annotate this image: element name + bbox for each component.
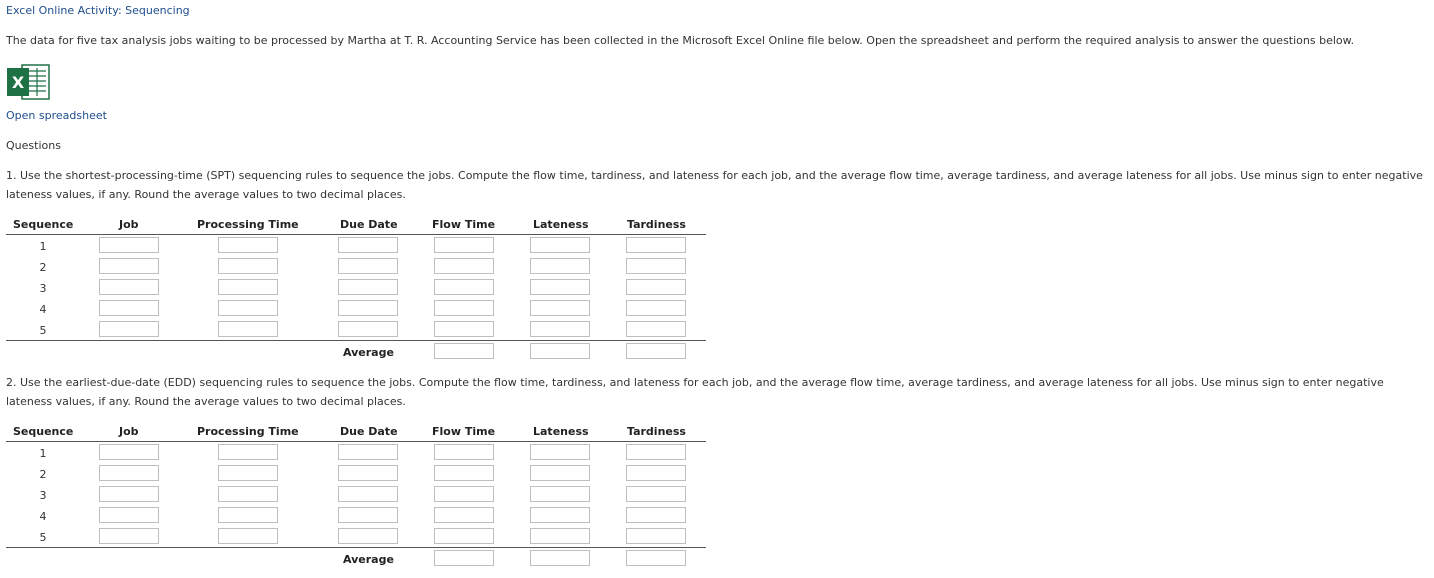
col-header-tardiness: Tardiness — [627, 218, 686, 231]
col-header-flow-time: Flow Time — [432, 425, 496, 438]
processing-time-input[interactable] — [218, 486, 278, 502]
processing-time-input[interactable] — [218, 321, 278, 337]
questions-heading: Questions — [6, 139, 61, 152]
tardiness-input[interactable] — [626, 444, 686, 460]
flow-time-input[interactable] — [434, 507, 494, 523]
question2-text: 2. Use the earliest-due-date (EDD) sequencing rules to sequence the jobs. Compute the flow time, tardiness, and lateness for each job, and the average flow time, average tardiness, and average lateness for all jobs. Use minus sign to enter negative lateness values, if any. Round the average values to two decimal places. — [6, 376, 1384, 408]
intro-text: The data for five tax analysis jobs waiting to be processed by Martha at T. R. Accounting Service has been collected in the Microsoft Excel Online file below. Open the spreadsheet and perform the required analysis to answer the questions below. — [6, 34, 1355, 47]
due-date-input[interactable] — [338, 507, 398, 523]
activity-title: Excel Online Activity: Sequencing — [6, 4, 190, 17]
tardiness-input[interactable] — [626, 486, 686, 502]
col-header-tardiness: Tardiness — [627, 425, 686, 438]
lateness-input[interactable] — [530, 321, 590, 337]
job-input[interactable] — [99, 486, 159, 502]
col-header-sequence: Sequence — [13, 425, 74, 438]
flow-time-input[interactable] — [434, 237, 494, 253]
sequence-number: 5 — [39, 324, 47, 337]
due-date-input[interactable] — [338, 486, 398, 502]
avg-tardiness-input[interactable] — [626, 550, 686, 566]
tardiness-input[interactable] — [626, 465, 686, 481]
average-rule — [6, 340, 706, 341]
processing-time-input[interactable] — [218, 279, 278, 295]
processing-time-input[interactable] — [218, 300, 278, 316]
col-header-processing-time: Processing Time — [197, 218, 299, 231]
job-input[interactable] — [99, 258, 159, 274]
avg-lateness-input[interactable] — [530, 550, 590, 566]
sequence-number: 2 — [39, 261, 47, 274]
average-label: Average — [343, 346, 394, 359]
job-input[interactable] — [99, 237, 159, 253]
header-rule — [6, 441, 706, 442]
col-header-due-date: Due Date — [340, 218, 398, 231]
col-header-flow-time: Flow Time — [432, 218, 496, 231]
col-header-lateness: Lateness — [533, 425, 589, 438]
due-date-input[interactable] — [338, 321, 398, 337]
col-header-sequence: Sequence — [13, 218, 74, 231]
tardiness-input[interactable] — [626, 279, 686, 295]
header-rule — [6, 234, 706, 235]
avg-flow-time-input[interactable] — [434, 550, 494, 566]
lateness-input[interactable] — [530, 237, 590, 253]
sequence-number: 2 — [39, 468, 47, 481]
sequence-number: 1 — [39, 240, 47, 253]
tardiness-input[interactable] — [626, 300, 686, 316]
flow-time-input[interactable] — [434, 528, 494, 544]
processing-time-input[interactable] — [218, 528, 278, 544]
job-input[interactable] — [99, 279, 159, 295]
tardiness-input[interactable] — [626, 258, 686, 274]
flow-time-input[interactable] — [434, 465, 494, 481]
flow-time-input[interactable] — [434, 444, 494, 460]
avg-lateness-input[interactable] — [530, 343, 590, 359]
due-date-input[interactable] — [338, 444, 398, 460]
job-input[interactable] — [99, 528, 159, 544]
tardiness-input[interactable] — [626, 237, 686, 253]
col-header-job: Job — [119, 218, 139, 231]
sequence-number: 5 — [39, 531, 47, 544]
average-label: Average — [343, 553, 394, 566]
lateness-input[interactable] — [530, 507, 590, 523]
average-rule — [6, 547, 706, 548]
job-input[interactable] — [99, 507, 159, 523]
flow-time-input[interactable] — [434, 321, 494, 337]
tardiness-input[interactable] — [626, 528, 686, 544]
job-input[interactable] — [99, 300, 159, 316]
col-header-lateness: Lateness — [533, 218, 589, 231]
avg-tardiness-input[interactable] — [626, 343, 686, 359]
lateness-input[interactable] — [530, 258, 590, 274]
sequence-number: 4 — [39, 510, 47, 523]
tardiness-input[interactable] — [626, 321, 686, 337]
due-date-input[interactable] — [338, 279, 398, 295]
due-date-input[interactable] — [338, 528, 398, 544]
open-spreadsheet-link[interactable]: Open spreadsheet — [6, 109, 107, 122]
sequence-number: 3 — [39, 282, 47, 295]
processing-time-input[interactable] — [218, 258, 278, 274]
lateness-input[interactable] — [530, 486, 590, 502]
avg-flow-time-input[interactable] — [434, 343, 494, 359]
col-header-due-date: Due Date — [340, 425, 398, 438]
job-input[interactable] — [99, 321, 159, 337]
lateness-input[interactable] — [530, 465, 590, 481]
due-date-input[interactable] — [338, 300, 398, 316]
processing-time-input[interactable] — [218, 237, 278, 253]
due-date-input[interactable] — [338, 465, 398, 481]
lateness-input[interactable] — [530, 528, 590, 544]
col-header-processing-time: Processing Time — [197, 425, 299, 438]
flow-time-input[interactable] — [434, 258, 494, 274]
col-header-job: Job — [119, 425, 139, 438]
due-date-input[interactable] — [338, 237, 398, 253]
lateness-input[interactable] — [530, 279, 590, 295]
processing-time-input[interactable] — [218, 444, 278, 460]
sequence-number: 4 — [39, 303, 47, 316]
sequence-number: 3 — [39, 489, 47, 502]
sequence-number: 1 — [39, 447, 47, 460]
flow-time-input[interactable] — [434, 300, 494, 316]
due-date-input[interactable] — [338, 258, 398, 274]
question1-text: 1. Use the shortest-processing-time (SPT) sequencing rules to sequence the jobs. Compute the flow time, tardiness, and lateness for each job, and the average flow time, average tardiness, and average lateness for all jobs. Use minus sign to enter negative lateness values, if any. Round the average values to two decimal places. — [6, 169, 1423, 201]
lateness-input[interactable] — [530, 444, 590, 460]
excel-icon-letter: X — [11, 73, 25, 92]
lateness-input[interactable] — [530, 300, 590, 316]
job-input[interactable] — [99, 465, 159, 481]
job-input[interactable] — [99, 444, 159, 460]
flow-time-input[interactable] — [434, 486, 494, 502]
excel-icon[interactable] — [6, 62, 50, 102]
flow-time-input[interactable] — [434, 279, 494, 295]
processing-time-input[interactable] — [218, 507, 278, 523]
processing-time-input[interactable] — [218, 465, 278, 481]
tardiness-input[interactable] — [626, 507, 686, 523]
